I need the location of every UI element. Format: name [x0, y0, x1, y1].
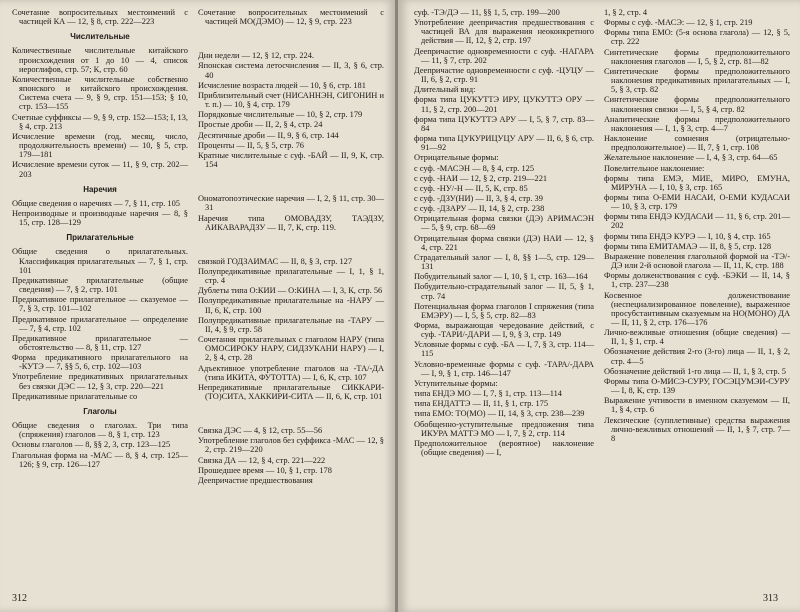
index-entry: Форма, выражающая чередование действий, с суф. -ТАРИ/-ДАРИ — I, 9, § 3, стр. 149: [414, 321, 594, 340]
index-entry: Порядковые числительные — 10, § 2, стр. 179: [198, 110, 363, 120]
index-entry: Условные формы с суф. -БА — I, 7, § 3, стр. 114—115: [414, 340, 594, 359]
index-entry: типа ЕНДАТТЭ — II, 11, § 1, стр. 175: [414, 399, 549, 409]
index-entry: форма типа ЦУКУТТЭ ИРУ, ЦУКУТТЭ ОРУ — 11, § 2, стр. 200—201: [414, 95, 594, 114]
index-entry: Условно-временные формы с суф. -ТАРА/-ДАРА — I, 9, § 1, стр. 146—147: [414, 359, 594, 378]
index-entry: Японская система летосчисления — II, 3, § 6, стр. 40: [198, 61, 384, 80]
section-heading: Прилагательные: [66, 233, 134, 243]
index-entry: Кратные числительные с суф. -БАЙ — II, 9, К, стр. 154: [198, 150, 384, 170]
index-entry: Выражение повеления глагольной формой на -ТЭ/-ДЭ или 2-й основой глагола — II, 11, К, стр. 188: [604, 251, 790, 271]
index-entry: с суф. -НАИ — 12, § 2, стр. 219—221: [414, 173, 548, 183]
index-entry: Простые дроби — II, 2, § 4, стр. 24: [198, 120, 323, 130]
index-entry: с суф. -НУ/-Н — II, 5, К, стр. 85: [414, 183, 528, 193]
left-column-1: [12, 8, 188, 470]
index-entry: Приблизительный счет (НИСАННЭН, СИГОНИН и т. п.) — 10, § 4, стр. 179: [198, 90, 384, 110]
index-entry: Формы типа О-МИСЭ-СУРУ, ГОСЭЦУМЭИ-СУРУ — I, 8, К, стр. 139: [604, 376, 790, 396]
index-entry: Формы долженствования с суф. -БЭКИ — II, 14, § 1, стр. 237—238: [604, 271, 790, 290]
index-entry: Сочетание вопросительных местоимений с частицей МО(ДЭМО) — 12, § 9, стр. 223: [198, 8, 384, 27]
index-entry: суф. -ТЭ/ДЭ — 11, §§ 1, 5, стр. 199—200: [414, 8, 560, 17]
index-entry: Побудительно-страдательный залог — II, 5, § 1, стр. 74: [414, 282, 594, 301]
index-entry: Аналитические формы предположительного наклонения — I, 1, § 3, стр. 4—7: [604, 114, 790, 133]
index-entry: Отрицательная форма связки (ДЭ) НАИ — 12, § 4, стр. 221: [414, 233, 594, 252]
index-entry: Выражение учтивости в именном сказуемом — II, 1, § 4, стр. 6: [604, 396, 790, 415]
index-entry: Глагольная форма на -МАС — 8, § 4, стр. 125—126; § 9, стр. 126—127: [12, 450, 188, 469]
index-entry: Деепричастие одновременности с суф. -ЦУЦУ — II, 6, § 2, стр. 91: [414, 65, 594, 85]
index-entry: Связка ДА — 12, § 4, стр. 221—222: [198, 455, 326, 465]
index-entry: Проценты — II, 5, § 5, стр. 76: [198, 140, 304, 150]
index-entry: Синтетические формы предположительного наклонения глаголов — I, 5, § 2, стр. 81—82: [604, 47, 790, 66]
index-entry: формы типа ЕМИТАМАЭ — II, 8, § 5, стр. 128: [604, 241, 772, 251]
index-entry: Обозначение действий 1-го лица — II, 1, § 3, стр. 5: [604, 366, 786, 376]
section-heading: Глаголы: [83, 406, 117, 416]
index-entry: Формы с суф. -МАСЭ: — 12, § 1, стр. 219: [604, 18, 753, 28]
index-entry: Общие сведения о глаголах. Три типа (спряжения) глаголов — 8, § 1, стр. 123: [12, 421, 188, 440]
index-entry: Наклонение сомнения (отрицательно-предположительное) — II, 7, § 1, стр. 108: [604, 134, 790, 153]
index-entry: с суф. -МАСЭН — 8, § 4, стр. 125: [414, 163, 535, 173]
page-number-left: 312: [12, 593, 27, 604]
index-entry: типа ЕМО: ТО(МО) — II, 14, § 3, стр. 238—239: [414, 409, 585, 419]
index-entry: Дни недели — 12, § 12, стр. 224.: [198, 51, 314, 61]
index-entry: Лексические (супплетивные) средства выражения лично-вежливых отношений — II, 1, § 7, стр. 7—8: [604, 415, 790, 443]
index-entry: связкой ГОДЗАИМАС — II, 8, § 3, стр. 127: [198, 256, 353, 266]
section-gap: [198, 170, 384, 194]
right-column-1: [414, 8, 594, 458]
index-entry: Отрицательная форма связки (ДЭ) АРИМАСЭН — 5, § 9, стр. 68—69: [414, 214, 594, 233]
index-entry: формы типа О-ЕМИ НАСАИ, О-ЕМИ КУДАСАИ — 10, § 3, стр. 179: [604, 192, 790, 212]
index-entry: Предикативное прилагательное — определение — 7, § 4, стр. 102: [12, 314, 188, 333]
index-entry: Обозначение действия 2-го (3-го) лица — II, 1, § 2, стр. 4—5: [604, 347, 790, 366]
index-entry: формы типа ЕМЭ, МИЕ, МИРО, ЕМУНА, МИРУНА — I, 10, § 3, стр. 165: [604, 173, 790, 192]
index-entry: Исчисление времени (год, месяц, число, продолжительность времени) — 10, § 5, стр. 179—181: [12, 131, 188, 160]
index-entry: Прошедшее время — 10, § 1, стр. 178: [198, 465, 332, 475]
index-entry: Предикативные прилагательные (общие сведения) — 7, § 2, стр. 101: [12, 275, 188, 295]
index-entry: Сочетание вопросительных местоимений с частицей КА — 12, § 8, стр. 222—223: [12, 8, 188, 27]
index-entry: Счетные суффиксы — 9, § 9, стр. 152—153; I, 13, § 4, стр. 213: [12, 112, 188, 131]
index-entry: 1, § 2, стр. 4: [604, 8, 648, 17]
section-heading: Числительные: [70, 32, 130, 42]
index-entry: Наречия типа ОМОВАДЗУ, ТАЭДЗУ, АИКАВАРАДЗУ — II, 7, К, стр. 119.: [198, 213, 384, 232]
index-entry: Потенциальная форма глаголов I спряжения (типа ЕМЭРУ) — I, 5, § 5, стр. 82—83: [414, 301, 594, 320]
left-column-2: [198, 8, 384, 486]
index-entry: Предикативное прилагательное — обстоятельство — 8, § 11, стр. 127: [12, 333, 188, 352]
index-entry: Косвенное долженствование (неспециализированное повеление), выраженное просубстантивным сказуемым на НО(МОНО) ДА — II, 11, § 2, стр. 176—176: [604, 290, 790, 327]
index-entry: Полупредикативные прилагательные на -ТАРУ — II, 4, § 9, стр. 58: [198, 315, 384, 334]
section-gap: [198, 27, 384, 51]
index-entry: Длительный вид:: [414, 85, 476, 95]
index-entry: Связка ДЭС — 4, § 12, стр. 55—56: [198, 426, 323, 436]
index-entry: Общие сведения о наречиях — 7, § 11, стр. 105: [12, 198, 180, 208]
index-entry: Отрицательные формы:: [414, 153, 499, 163]
index-entry: Исчисление времени суток — 11, § 9, стр. 202—203: [12, 160, 188, 179]
index-entry: Формы типа ЕМО: (5-я основа глагола) — 12, § 5, стр. 222: [604, 28, 790, 47]
index-entry: Обобщенно-уступительные предложения типа ИКУРА МАТТЭ МО — I, 7, § 2, стр. 114: [414, 419, 594, 438]
index-entry: с суф. -ДЗАРУ — II, 14, § 2, стр. 238: [414, 204, 545, 214]
left-page: [0, 0, 396, 612]
index-entry: Употребление предикативных прилагательных без связки ДЭС — 12, § 3, стр. 220—221: [12, 372, 188, 391]
index-entry: Количественные числительные китайского происхождения от 1 до 10 — 4, список иероглифов, стр. 57; К, стр. 60: [12, 46, 188, 74]
index-entry: Деепричастие одновременности с суф. -НАГАРА — 11, § 7, стр. 202: [414, 46, 594, 65]
index-entry: Непроизводные и производные наречия — 8, § 15, стр. 128—129: [12, 208, 188, 228]
index-entry: Предположительное (вероятное) наклонение (общие сведения) — I,: [414, 438, 594, 458]
index-entry: с суф. -ДЗУ(НИ) — II, 3, § 4, стр. 39: [414, 193, 543, 203]
index-entry: Количественные числительные собственно японского и китайского происхождения. Система счета — 9, § 9, стр. 151—153; § 10, стр. 153—155: [12, 74, 188, 112]
index-entry: формы типа ЕНДЭ КУДАСАИ — 11, § 6, стр. 201—202: [604, 212, 790, 231]
index-entry: Употребление глаголов без суффикса -МАС — 12, § 2, стр. 219—220: [198, 436, 384, 455]
index-entry: Страдательный залог — I, 8, §§ 1—5, стр. 129—131: [414, 252, 594, 272]
index-entry: Полупредикативные прилагательные на -НАРУ — II, 6, К, стр. 100: [198, 296, 384, 315]
index-entry: Исчисление возраста людей — 10, § 6, стр. 181: [198, 80, 366, 90]
right-column-2: [604, 8, 790, 444]
section-gap: [198, 233, 384, 257]
index-entry: Ономатопоэтические наречия — I, 2, § 11, стр. 30—31: [198, 194, 384, 213]
index-entry: Дублеты типа О:КИИ — О:КИНА — I, 3, К, стр. 56: [198, 286, 383, 296]
section-heading: Наречия: [83, 184, 117, 194]
index-entry: Повелительное наклонение:: [604, 163, 705, 173]
index-entry: Основы глаголов — 8, §§ 2, 3, стр. 123—125: [12, 440, 171, 450]
index-entry: Деепричастие предшествования: [198, 475, 313, 485]
index-entry: Синтетические формы предположительного наклонения связки — I, 5, § 4, стр. 82: [604, 95, 790, 114]
index-entry: Полупредикативные прилагательные — I, 1, § 1, стр. 4: [198, 266, 384, 286]
index-entry: форма типа ЦУКУРИЦУЦУ АРУ — II, 6, § 6, стр. 91—92: [414, 134, 594, 153]
index-entry: формы типа ЕНДЭ КУРЭ — I, 10, § 4, стр. 165: [604, 231, 771, 241]
index-entry: Сочетания прилагательных с глаголом НАРУ (типа ОМОСИРОКУ НАРУ, СИДЗУКАНИ НАРУ) — I, 2, § 4, стр. 28: [198, 335, 384, 363]
index-entry: Общие сведения о прилагательных. Классификация прилагательных — 7, § 1, стр. 101: [12, 247, 188, 275]
index-entry: Адъективное употребление глаголов на -ТА/-ДА (типа ИКИТА, ФУТОТТА) — I, 6, К, стр. 107: [198, 363, 384, 382]
index-entry: Желательное наклонение — I, 4, § 3, стр. 64—65: [604, 153, 778, 163]
index-entry: Непредикативные прилагательные СИККАРИ-(ТО)СИТА, ХАККИРИ-СИТА — II, 6, К, стр. 101: [198, 382, 384, 401]
index-entry: Уступительные формы:: [414, 378, 498, 388]
index-entry: Форма предикативного прилагательного на -КУТЭ — 7, §§ 5, 6, стр. 102—103: [12, 353, 188, 372]
section-gap: [198, 402, 384, 426]
index-entry: Предикативные прилагательные со: [12, 391, 138, 401]
right-page: [398, 0, 800, 612]
index-entry: Предикативное прилагательное — сказуемое — 7, § 3, стр. 101—102: [12, 295, 188, 314]
index-entry: форма типа ЦУКУТТЭ АРУ — I, 5, § 7, стр. 83—84: [414, 114, 594, 133]
index-entry: Десятичные дроби — II, 9, § 6, стр. 144: [198, 130, 339, 140]
index-entry: Употребление деепричастия предшествования с частицей ВА для выражения неоконкретного действия — II, 12, § 2, стр. 197: [414, 18, 594, 46]
page-number-right: 313: [763, 593, 778, 604]
index-entry: Синтетические формы предположительного наклонения предикативных прилагательных — I, 5, § 3, стр. 82: [604, 66, 790, 95]
index-entry: типа ЕНДЭ МО — I, 7, § 1, стр. 113—114: [414, 389, 562, 399]
index-entry: Побудительный залог — I, 10, § 1, стр. 163—164: [414, 272, 588, 282]
index-entry: Лично-вежливые отношения (общие сведения) — II, 1, § 1, стр. 4: [604, 328, 790, 347]
